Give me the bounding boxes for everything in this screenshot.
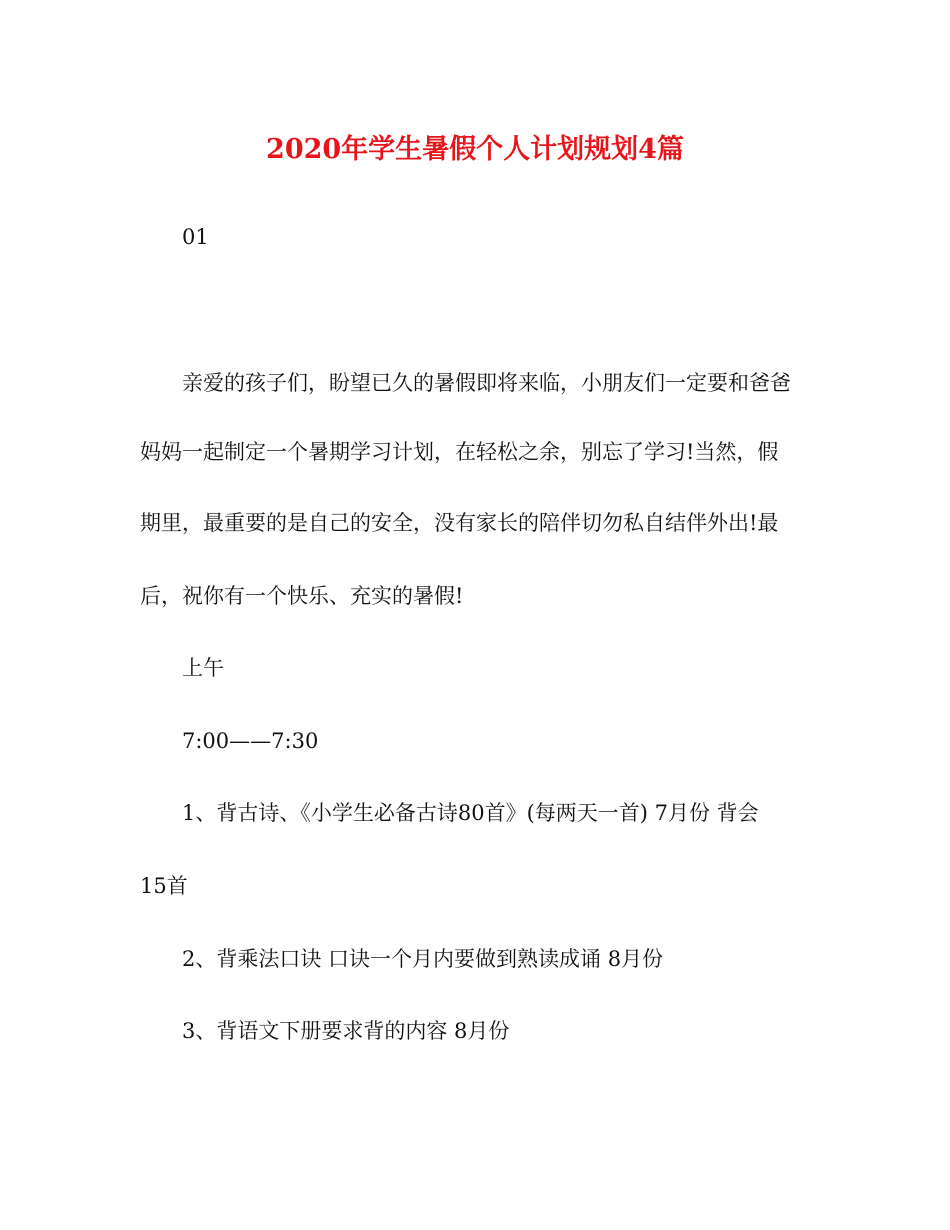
list-item-3: 3、背语文下册要求背的内容 8月份 (182, 1019, 510, 1043)
intro-line-2: 妈妈一起制定一个暑期学习计划，在轻松之余，别忘了学习!当然，假 (140, 440, 779, 464)
section-number: 01 (182, 225, 209, 249)
intro-line-3: 期里，最重要的是自己的安全，没有家长的陪伴切勿私自结伴外出!最 (140, 511, 779, 535)
period-label: 上午 (182, 656, 224, 680)
time-range: 7:00——7:30 (182, 729, 319, 753)
intro-line-1: 亲爱的孩子们，盼望已久的暑假即将来临，小朋友们一定要和爸爸 (182, 371, 791, 395)
list-item-1-line-2: 15首 (140, 874, 188, 898)
list-item-2: 2、背乘法口诀 口诀一个月内要做到熟读成诵 8月份 (182, 947, 664, 971)
document-title: 2020年学生暑假个人计划规划4篇 (266, 134, 684, 165)
intro-line-4: 后，祝你有一个快乐、充实的暑假! (140, 584, 464, 608)
list-item-1-line-1: 1、背古诗、《小学生必备古诗80首》(每两天一首) 7月份 背会 (182, 801, 759, 825)
